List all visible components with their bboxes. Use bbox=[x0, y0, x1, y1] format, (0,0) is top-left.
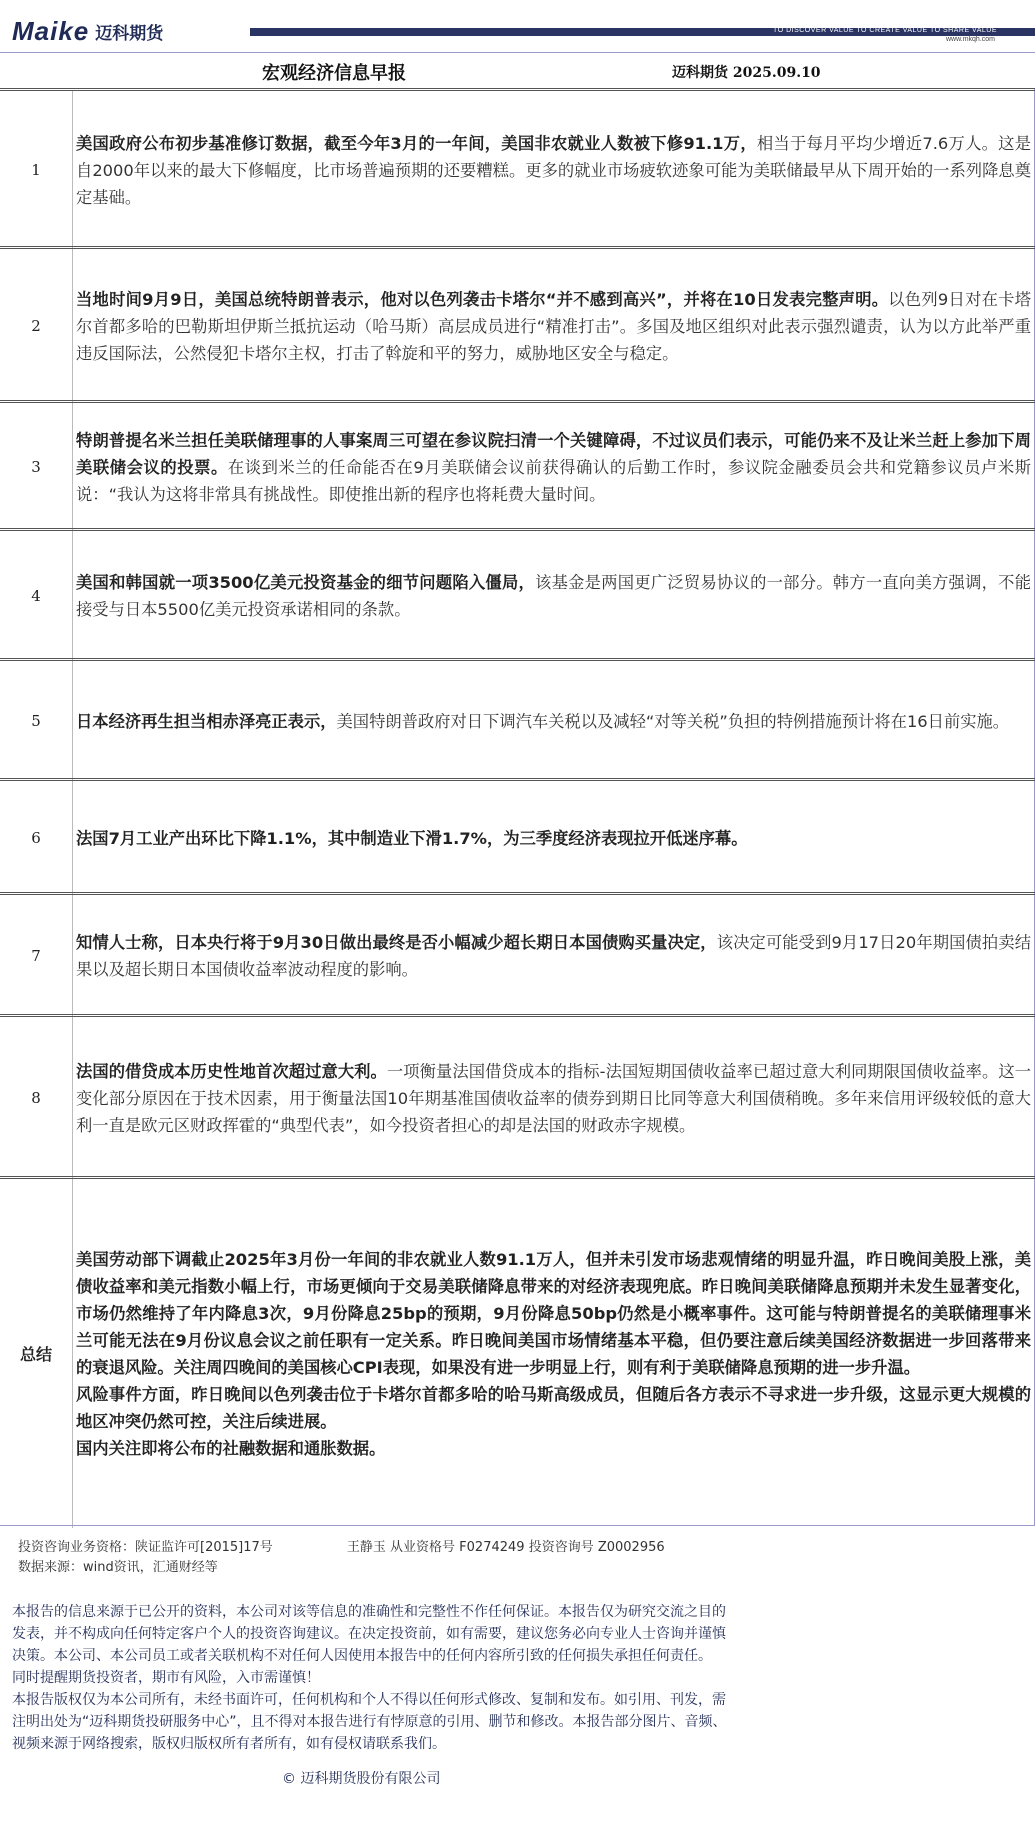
row-number: 3 bbox=[0, 403, 73, 531]
news-body: 一项衡量法国借贷成本的指标-法国短期国债收益率已超过意大利同期限国债收益率。这一变化部分原因在于技术因素，用于衡量法国10年期基准国债收益率的债券到期日比同等意大利国债稍晚。多年来信用评级较低的意大利一直是欧元区财政挥霍的“典型代表”，如今投资者担心的却是法国的财政赤字规模。 bbox=[76, 1061, 1031, 1135]
copyright: © 迈科期货股份有限公司 bbox=[282, 1771, 441, 1787]
news-row bbox=[0, 1014, 1035, 1179]
row-number: 7 bbox=[0, 895, 73, 1017]
logo-latin: Maike bbox=[12, 15, 90, 46]
report-title: 宏观经济信息早报 bbox=[262, 63, 406, 84]
page-footer bbox=[0, 1525, 1035, 1821]
news-row bbox=[0, 246, 1035, 403]
row-number: 1 bbox=[0, 91, 73, 249]
news-row bbox=[0, 528, 1035, 661]
disclaimer bbox=[12, 1601, 737, 1755]
news-row bbox=[0, 892, 1035, 1017]
news-content bbox=[76, 661, 1031, 781]
news-body: 在谈到米兰的任命能否在9月美联储会议前获得确认的后勤工作时，参议院金融委员会共和党籍参议员卢米斯说：“我认为这将非常具有挑战性。即使推出新的程序也将耗费大量时间。 bbox=[76, 457, 1031, 504]
row-number: 6 bbox=[0, 781, 73, 895]
data-source: 数据来源：wind资讯，汇通财经等 bbox=[18, 1560, 218, 1575]
news-content bbox=[76, 403, 1031, 531]
news-row bbox=[0, 778, 1035, 895]
news-row bbox=[0, 658, 1035, 781]
news-body: 该决定可能受到9月17日20年期国债拍卖结果以及超长期日本国债收益率波动程度的影响。 bbox=[76, 933, 1032, 979]
news-content bbox=[76, 1017, 1031, 1179]
news-body: 以色列9日对在卡塔尔首都多哈的巴勒斯坦伊斯兰抵抗运动（哈马斯）高层成员进行“精准打击”。多国及地区组织对此表示强烈谴责，认为以方此举严重违反国际法，公然侵犯卡塔尔主权，打击了斡旋和平的努力，威胁地区安全与稳定。 bbox=[76, 289, 1031, 363]
news-headline: 美国和韩国就一项3500亿美元投资基金的细节问题陷入僵局， bbox=[76, 573, 536, 592]
qualification: 投资咨询业务资格：陕证监许可[2015]17号 bbox=[18, 1540, 273, 1555]
summary-label: 总结 bbox=[0, 1179, 73, 1528]
news-body: 相当于每月平均少增近7.6万人。这是自2000年以来的最大下修幅度，比市场普遍预期的还要糟糕。更多的就业市场疲软迹象可能为美联储最早从下周开始的一系列降息奠定基础。 bbox=[76, 133, 1031, 207]
summary-content bbox=[76, 1179, 1031, 1528]
qualification-line bbox=[18, 1536, 675, 1555]
news-headline: 特朗普提名米兰担任美联储理事的人事案周三可望在参议院扫清一个关键障碍，不过议员们表示，可能仍来不及让米兰赶上参加下周美联储会议的投票。 bbox=[76, 430, 1031, 477]
slogan: TO DISCOVER VALUE TO CREATE VALUE TO SHARE VALUE bbox=[773, 27, 997, 34]
row-number: 8 bbox=[0, 1017, 73, 1179]
news-row bbox=[0, 400, 1035, 531]
row-number: 4 bbox=[0, 531, 73, 661]
title-row bbox=[0, 52, 1035, 89]
news-headline: 知情人士称，日本央行将于9月30日做出最终是否小幅减少超长期日本国债购买量决定， bbox=[76, 933, 717, 952]
analyst-info: 王静玉 从业资格号 F0274249 投资咨询号 Z0002956 bbox=[346, 1540, 665, 1555]
news-headline: 当地时间9月9日，美国总统特朗普表示，他对以色列袭击卡塔尔“并不感到高兴”，并将在10日发表完整声明。 bbox=[76, 289, 889, 309]
news-body: 美国特朗普政府对日下调汽车关税以及减轻“对等关税”负担的特例措施预计将在16日前实施。 bbox=[336, 711, 1010, 731]
news-body: 该基金是两国更广泛贸易协议的一部分。韩方一直向美方强调，不能接受与日本5500亿美元投资承诺相同的条款。 bbox=[76, 573, 1031, 619]
row-number: 2 bbox=[0, 249, 73, 403]
disclaimer-paragraph: 同时提醒期货投资者，期市有风险，入市需谨慎！ bbox=[12, 1670, 320, 1686]
row-number: 5 bbox=[0, 661, 73, 781]
news-content bbox=[76, 91, 1031, 249]
page-header bbox=[0, 0, 1035, 88]
news-content bbox=[76, 531, 1031, 661]
website: www.mkqh.com bbox=[945, 36, 995, 43]
news-headline: 日本经济再生担当相赤泽亮正表示， bbox=[76, 711, 337, 731]
news-headline: 美国政府公布初步基准修订数据，截至今年3月的一年间，美国非农就业人数被下修91.1万， bbox=[76, 133, 757, 153]
news-content bbox=[76, 781, 1031, 895]
news-headline: 法国7月工业产出环比下降1.1%，其中制造业下滑1.7%，为三季度经济表现拉开低迷序幕。 bbox=[76, 828, 748, 848]
summary-paragraph: 国内关注即将公布的社融数据和通胀数据。 bbox=[76, 1438, 386, 1458]
summary-row bbox=[0, 1176, 1035, 1528]
summary-paragraph: 美国劳动部下调截止2025年3月份一年间的非农就业人数91.1万人，但并未引发市场悲观情绪的明显升温，昨日晚间美股上涨，美债收益率和美元指数小幅上行，市场更倾向于交易美联储降息带来的对经济表现兜底。昨日晚间美联储降息预期并未发生显著变化，市场仍然维持了年内降息3次，9月份降息25bp的预期，9月份降息50bp仍然是小概率事件。这可能与特朗普提名的美联储理事米兰可能无法在9月份议息会议之前任职有一定关系。昨日晚间美国市场情绪基本平稳，但仍要注意后续美国经济数据进一步回落带来的衰退风险。关注周四晚间的美国核心CPI表现，如果没有进一步明显上行，则有利于美联储降息预期的进一步升温。 bbox=[76, 1249, 1031, 1377]
news-headline: 法国的借贷成本历史性地首次超过意大利。 bbox=[76, 1061, 387, 1081]
news-content bbox=[76, 249, 1031, 403]
disclaimer-paragraph: 本报告版权仅为本公司所有，未经书面许可，任何机构和个人不得以任何形式修改、复制和发布。如引用、刊发，需注明出处为“迈科期货投研服务中心”，且不得对本报告进行有悖原意的引用、删节和修改。本报告部分图片、音频、视频来源于网络搜索，版权归版权所有者所有，如有侵权请联系我们。 bbox=[12, 1692, 727, 1752]
news-content bbox=[76, 895, 1031, 1017]
logo-chinese: 迈科期货 bbox=[95, 23, 164, 44]
summary-paragraph: 风险事件方面，昨日晚间以色列袭击位于卡塔尔首都多哈的哈马斯高级成员，但随后各方表示不寻求进一步升级，这显示更大规模的地区冲突仍然可控，关注后续进展。 bbox=[76, 1384, 1031, 1431]
report-org-date: 迈科期货 2025.09.10 bbox=[672, 65, 821, 81]
company-logo bbox=[12, 15, 164, 46]
news-row bbox=[0, 88, 1035, 249]
disclaimer-paragraph: 本报告的信息来源于已公开的资料，本公司对该等信息的准确性和完整性不作任何保证。本报告仅为研究交流之目的发表，并不构成向任何特定客户个人的投资咨询建议。在决定投资前，如有需要，建议您务必向专业人士咨询并谨慎决策。本公司、本公司员工或者关联机构不对任何人因使用本报告中的任何内容所引致的任何损失承担任何责任。 bbox=[12, 1604, 726, 1664]
